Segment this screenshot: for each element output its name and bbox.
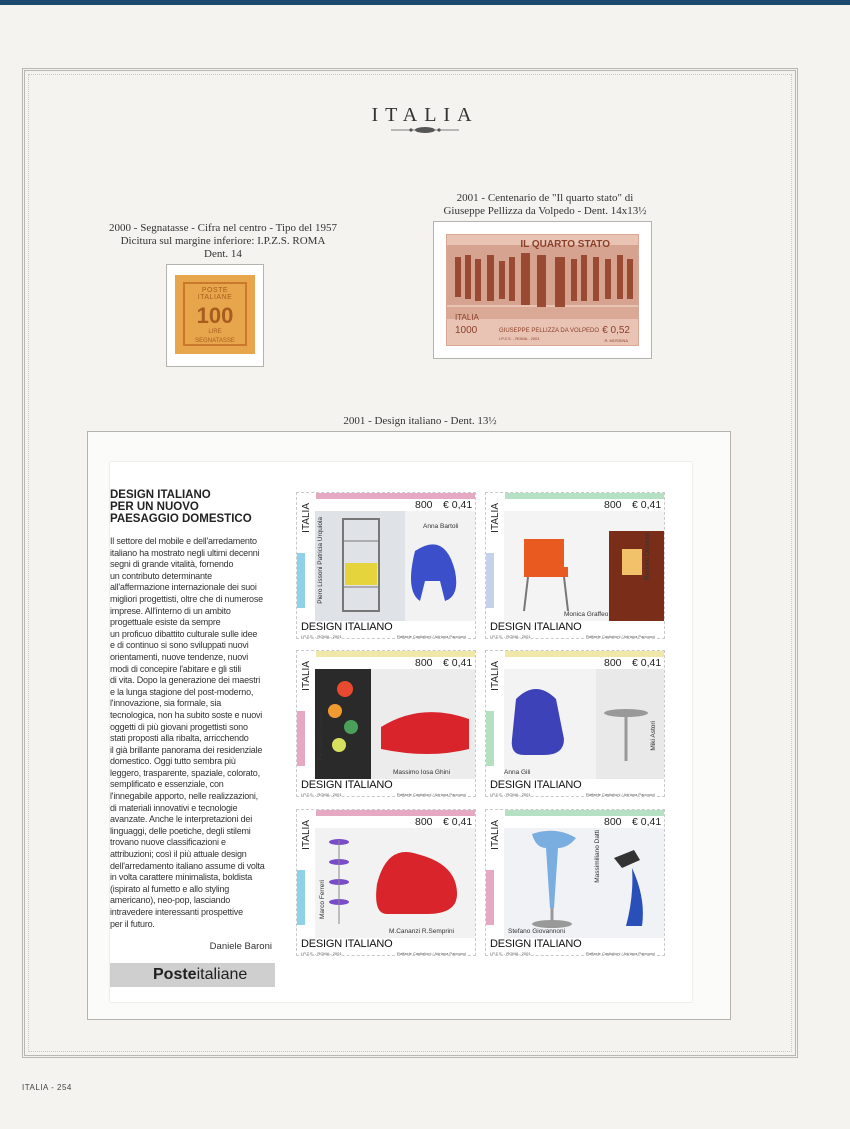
stamp-color-band-left [297, 711, 305, 766]
stamp-title: DESIGN ITALIANO [301, 621, 393, 633]
sheet-text-line: di materiali innovativi e tecnologie [110, 802, 238, 813]
stamp-value-euro: € 0,41 [443, 657, 473, 669]
stamp-designer-b: Rodolfo Dordoni [644, 533, 651, 580]
stamp-credit: Raffaele Castiglioni / Adriana Papponci [586, 634, 656, 639]
sheet-text-line: orientamenti, nuove tendenze, nuovi [110, 651, 249, 662]
sheet-text-line: l'innovazione, sia formale, sia [110, 698, 222, 709]
stamp-designer-a: Ferruccio Laviani [317, 711, 324, 761]
stamp-country: ITALIA [301, 661, 312, 691]
sheet-text-line: l'innegabile apporto, nelle realizzazioni, [110, 791, 258, 802]
sheet-heading [110, 489, 280, 525]
design-stamp-2[interactable] [485, 492, 665, 639]
quarto-stato-stamp[interactable] [446, 234, 639, 346]
stamp-color-band-left [297, 553, 305, 608]
stamp-credit: Raffaele Castiglioni / Adriana Papponci [397, 792, 467, 797]
stamp-designer-a: Piero Lissoni Patricia Urquiola [317, 517, 324, 604]
stamp-value-lire: 800 [604, 816, 622, 828]
stamp-credit: Raffaele Castiglioni / Adriana Papponci [586, 951, 656, 956]
segnatasse-top-text: POSTE ITALIANE [197, 287, 233, 301]
sheet-heading-line: PAESAGGIO DOMESTICO [110, 513, 252, 525]
stamp-color-band-left [486, 870, 494, 925]
sheet-text-line: oggetti di più giovani progettisti sono [110, 721, 248, 732]
sheet-text-line: un contributo determinante [110, 570, 212, 581]
stamp-title: DESIGN ITALIANO [301, 779, 393, 791]
sheet-text-line: leggero, trasparente, spaziale, colorato, [110, 767, 260, 778]
sheet-text-line: di vita. Dopo la generazione dei maestri [110, 675, 261, 686]
stamp-printer: I.P.Z.S. - ROMA - 2001 [301, 951, 342, 956]
sheet-text-line: in volta carattere minimalista, boldista [110, 872, 253, 883]
sheet-text-line: trovano nuove classificazioni e [110, 837, 226, 848]
stamp-credit: Raffaele Castiglioni / Adriana Papponci [586, 792, 656, 797]
quarto-stato-artist: GIUSEPPE PELLIZZA DA VOLPEDO [499, 328, 600, 334]
sheet-text-line: modi di concepire l'abitare e gli stili [110, 663, 241, 674]
stamp-designer-a: Marco Ferreri [319, 880, 326, 920]
stamp-value-euro: € 0,41 [443, 816, 473, 828]
segnatasse-stamp[interactable] [175, 275, 255, 354]
stamp-credit: Raffaele Castiglioni / Adriana Papponci [397, 951, 467, 956]
stamp-printer: I.P.Z.S. - ROMA - 2001 [490, 951, 531, 956]
stamp-value-euro: € 0,41 [632, 816, 662, 828]
logo-regular-text: italiane [196, 966, 248, 983]
sheet-text-line: stati proposti alla ribalta, arricchendo [110, 733, 249, 744]
sheet-text-line: attribuzioni; così il più attuale design [110, 849, 247, 860]
stamp-designer-a: Monica Graffeo [564, 611, 609, 618]
stamp-value-lire: 800 [415, 657, 433, 669]
stamp-value-lire: 800 [415, 816, 433, 828]
stamp-country: ITALIA [490, 820, 501, 850]
stamp-designer-b: Massimiliano Datti [594, 830, 601, 883]
stamp-color-band-left [486, 553, 494, 608]
stamp-designer-b: Anna Bartoli [423, 523, 459, 530]
quarto-stato-value-lire: 1000 [455, 325, 478, 336]
stamp-value-lire: 800 [604, 499, 622, 511]
stamp-photo-armchair-table [504, 669, 664, 779]
sheet-text-line: e di continuo si sono sviluppati nuovi [110, 640, 249, 651]
stamp-title: DESIGN ITALIANO [490, 938, 582, 950]
sheet-text-line: intravedere interessanti prospettive [110, 907, 243, 917]
stamp-photo-stool-lamp [504, 828, 664, 938]
sheet-text-line: per il futuro. [110, 918, 155, 929]
stamp-value-lire: 800 [415, 499, 433, 511]
stamp-title: DESIGN ITALIANO [490, 779, 582, 791]
sheet-heading-line: PER UN NUOVO [110, 501, 199, 513]
page-title: ITALIA [371, 104, 479, 126]
caption-line: Giuseppe Pellizza da Volpedo - Dent. 14x13½ [443, 205, 647, 217]
quarto-stato-printer: I.P.Z.S. - ROMA - 2001 [499, 336, 540, 341]
sheet-author: Daniele Baroni [209, 941, 272, 952]
stamp-designer-a: Anna Gili [504, 769, 531, 776]
sheet-text-line: dell'arredamento italiano assume di volta [110, 860, 265, 871]
caption-line: 2000 - Segnatasse - Cifra nel centro - Tipo del 1957 [109, 222, 337, 234]
sheet-text-line: italiano ha mostrato negli ultimi decenni [110, 547, 260, 558]
page-top-edge [0, 0, 850, 5]
stamp-color-band-left [486, 711, 494, 766]
sheet-text-line: progettuale esiste da sempre [110, 617, 221, 628]
stamp-printer: I.P.Z.S. - ROMA - 2001 [490, 792, 531, 797]
sheet-text-line: domestico. Oggi tutto sembra più [110, 756, 236, 767]
sheet-body-text [110, 536, 278, 930]
stamp-photo-chair-lamp [504, 511, 664, 621]
sheet-text-line: e la lunga stagione del post-moderno, [110, 686, 254, 697]
sheet-text-line: all'affermazione internazionale dei suoi [110, 582, 257, 593]
design-stamp-6[interactable] [485, 809, 665, 956]
segnatasse-value: 100 [196, 303, 234, 328]
stamp-credit: Raffaele Castiglioni / Adriana Papponci [397, 634, 467, 639]
sheet-text-line: tecnologica, non ha subito soste e nuovi [110, 709, 263, 720]
stamp-value-euro: € 0,41 [443, 499, 473, 511]
sheet-text-line: Il settore del mobile e dell'arredamento [110, 536, 257, 546]
stamp-country: ITALIA [490, 503, 501, 533]
caption-design-italiano: 2001 - Design italiano - Dent. 13½ [343, 415, 497, 427]
logo-bold-text: Poste [153, 966, 197, 983]
stamp-designer-a: Stefano Giovannoni [508, 928, 566, 935]
stamp-photo-shelf-sofa [315, 828, 475, 938]
sheet-text-line: linguaggi, delle poetiche, degli stilemi [110, 825, 251, 836]
stamp-country: ITALIA [301, 503, 312, 533]
design-stamp-4[interactable] [485, 650, 665, 797]
design-stamp-3[interactable] [296, 650, 476, 797]
quarto-stato-country: ITALIA [455, 313, 479, 322]
sheet-text-line: avanzate. Anche le interpretazioni dei [110, 814, 252, 825]
sheet-text-line: semplificato e essenziale, con [110, 779, 224, 790]
stamp-designer-b: M.Cananzi R.Semprini [389, 928, 455, 935]
quarto-stato-value-euro: € 0,52 [602, 325, 630, 336]
design-stamp-5[interactable] [296, 809, 476, 956]
sheet-text-line: americano), neo-pop, lasciando [110, 895, 231, 906]
stamp-title: DESIGN ITALIANO [490, 621, 582, 633]
sheet-text-line: imprese. All'interno di un ambito [110, 605, 231, 616]
stamp-printer: I.P.Z.S. - ROMA - 2001 [301, 634, 342, 639]
design-stamp-1[interactable] [296, 492, 476, 639]
stamp-value-lire: 800 [604, 657, 622, 669]
caption-quarto-stato [410, 192, 680, 218]
title-ornament [391, 126, 459, 134]
stamp-designer-b: Massimo Iosa Ghini [393, 769, 451, 776]
caption-segnatasse [98, 222, 348, 261]
stamp-title: DESIGN ITALIANO [301, 938, 393, 950]
stamp-color-band-left [297, 870, 305, 925]
segnatasse-bottom-text: SEGNATASSE [195, 338, 235, 344]
segnatasse-currency: LIRE [208, 329, 222, 335]
stamp-designer-b: Miki Astori [650, 721, 657, 751]
page-footer: ITALIA - 254 [22, 1083, 72, 1092]
sheet-text-line: un proficuo dibattito culturale sulle idee [110, 628, 258, 639]
stamp-country: ITALIA [490, 661, 501, 691]
design-italiano-souvenir-sheet[interactable] [110, 462, 692, 1002]
stamp-printer: I.P.Z.S. - ROMA - 2001 [301, 792, 342, 797]
quarto-stato-title: IL QUARTO STATO [520, 239, 610, 250]
stamp-printer: I.P.Z.S. - ROMA - 2001 [490, 634, 531, 639]
poste-italiane-logo [110, 963, 275, 987]
caption-line: Dicitura sul margine inferiore: I.P.Z.S. ROMA [120, 235, 326, 247]
sheet-text-line: segni di grande vitalità, fornendo [110, 559, 234, 570]
stamp-photo-lamp-sofa [315, 669, 475, 779]
sheet-heading-line: DESIGN ITALIANO [110, 489, 211, 501]
sheet-text-line: (ispirato al fumetto e allo styling [110, 883, 230, 894]
stamp-country: ITALIA [301, 820, 312, 850]
caption-line: 2001 - Centenario de "Il quarto stato" di [456, 192, 634, 204]
sheet-text-line: il già brillante panorama dei residenziale [110, 744, 263, 755]
stamp-value-euro: € 0,41 [632, 657, 662, 669]
segnatasse-stamp-frame [183, 282, 247, 346]
quarto-stato-signature: R. MOSSINA [604, 338, 628, 343]
caption-line: Dent. 14 [204, 248, 242, 260]
stamp-value-euro: € 0,41 [632, 499, 662, 511]
sheet-text-line: migliori progettisti, oltre che di numerose [110, 593, 263, 604]
